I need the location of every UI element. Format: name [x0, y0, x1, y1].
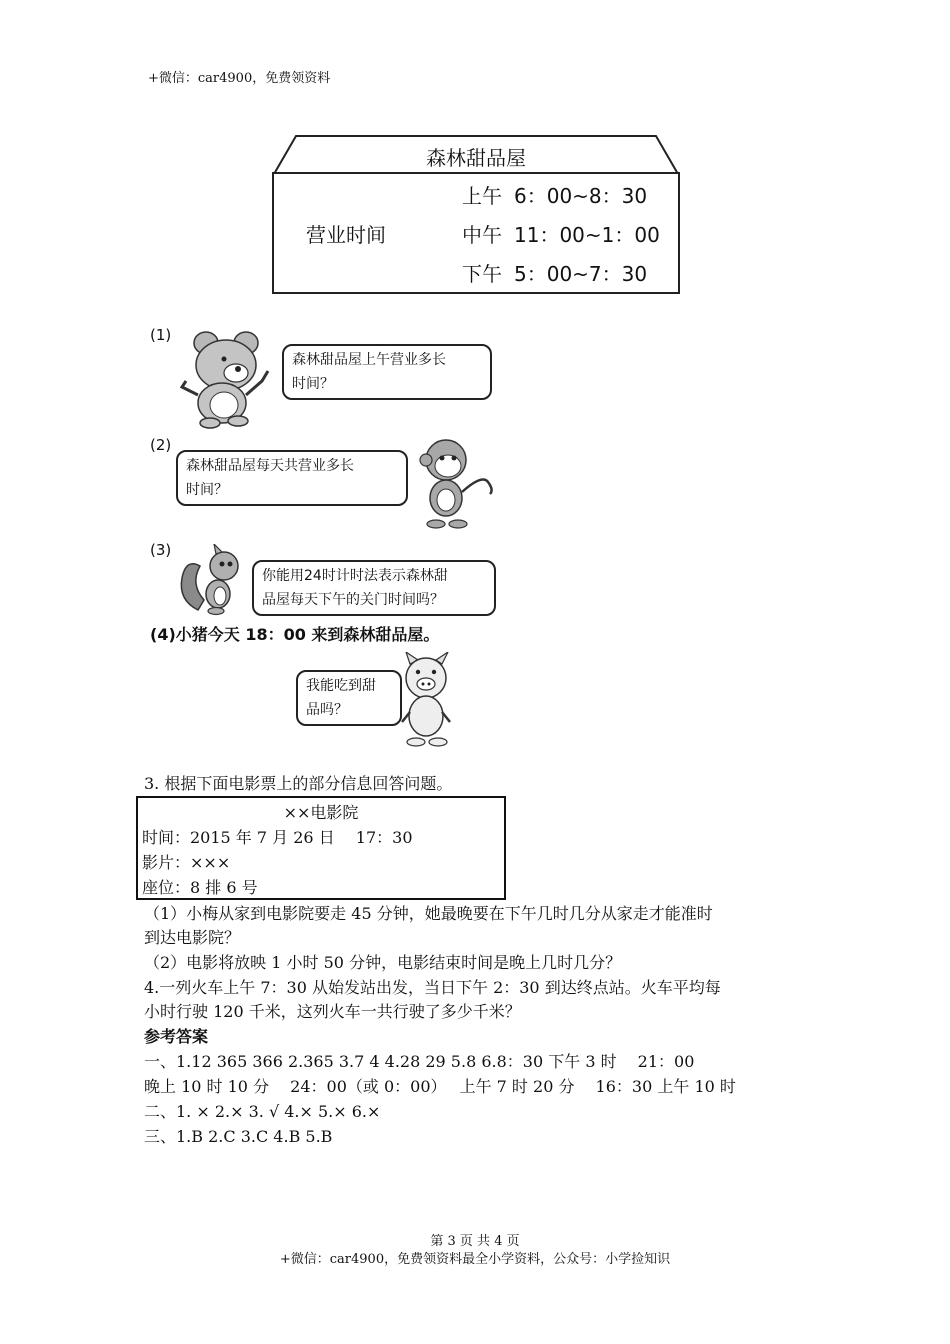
sign-period: 下午: [462, 262, 502, 286]
question-3-number: (3): [150, 541, 172, 559]
bear-illustration: [176, 325, 276, 430]
sign-row-morning: [462, 180, 647, 209]
problem-3-question-1-line-2: 到达电影院？: [144, 928, 241, 947]
problem-4-line-1: 4.一列火车上午 7：30 从始发站出发，当日下午 2：30 到达终点站。火车平均每: [144, 978, 721, 997]
bubble-line: 你能用24时计时法表示森林甜: [262, 568, 448, 584]
ticket-cinema-name: ××电影院: [283, 803, 359, 822]
problem-3-question-1-line-1: （1）小梅从家到电影院要走 45 分钟，她最晚要在下午几时几分从家走才能准时: [144, 904, 713, 923]
bubble-line: 品吗？: [306, 702, 348, 718]
bubble-line: 时间？: [292, 376, 334, 392]
question-1-speech-bubble: [282, 344, 492, 400]
bubble-line: 品屋每天下午的关门时间吗？: [262, 592, 444, 608]
question-4-speech-bubble: [296, 670, 402, 726]
header-watermark: +微信：car4900，免费领资料: [148, 71, 331, 86]
sign-time: 11：00~1：00: [514, 223, 660, 247]
answers-heading: 参考答案: [144, 1027, 209, 1046]
shop-sign: [272, 134, 680, 294]
sign-body: [272, 172, 680, 294]
sign-time: 6：00~8：30: [514, 184, 648, 208]
question-2-number: (2): [150, 436, 172, 454]
monkey-illustration: [410, 434, 502, 532]
sign-hours-label: 营业时间: [306, 223, 386, 247]
sign-title: 森林甜品屋: [426, 146, 526, 170]
bubble-line: 我能吃到甜: [306, 678, 376, 694]
bubble-line: 森林甜品屋上午营业多长: [292, 352, 446, 368]
answers-line-1: 一、1.12 365 366 2.365 3.7 4 4.28 29 5.8 6.8：30 下午 3 时 21：00: [144, 1052, 695, 1071]
problem-3-intro: 3. 根据下面电影票上的部分信息回答问题。: [144, 774, 453, 793]
ticket-time: 时间：2015 年 7 月 26 日 17：30: [142, 828, 413, 847]
sign-row-noon: [462, 219, 660, 248]
sign-time: 5：00~7：30: [514, 262, 648, 286]
question-2-speech-bubble: [176, 450, 408, 506]
problem-4-line-2: 小时行驶 120 千米，这列火车一共行驶了多少千米？: [144, 1002, 521, 1021]
sign-period: 中午: [462, 223, 502, 247]
question-1-number: (1): [150, 326, 172, 344]
movie-ticket: [136, 796, 506, 900]
sign-period: 上午: [462, 184, 502, 208]
squirrel-illustration: [176, 544, 248, 616]
page-number: 第 3 页 共 4 页: [430, 1234, 520, 1249]
bubble-line: 森林甜品屋每天共营业多长: [186, 458, 354, 474]
answers-line-4: 三、1.B 2.C 3.C 4.B 5.B: [144, 1127, 333, 1146]
ticket-film: 影片：×××: [142, 853, 231, 872]
sign-row-afternoon: [462, 258, 647, 287]
answers-line-3: 二、1. × 2.× 3. √ 4.× 5.× 6.×: [144, 1102, 381, 1121]
ticket-seat: 座位：8 排 6 号: [142, 878, 258, 897]
answers-line-2: 晚上 10 时 10 分 24：00（或 0：00） 上午 7 时 20 分 16：30 上午 10 时: [144, 1077, 736, 1096]
question-4-text: (4)小猪今天 18：00 来到森林甜品屋。: [150, 625, 440, 644]
pig-illustration: [396, 652, 460, 748]
problem-3-question-2: （2）电影将放映 1 小时 50 分钟，电影结束时间是晚上几时几分？: [144, 953, 622, 972]
bubble-line: 时间？: [186, 482, 228, 498]
question-3-speech-bubble: [252, 560, 496, 616]
footer-watermark: +微信：car4900，免费领资料最全小学资料，公众号：小学捡知识: [279, 1252, 671, 1267]
